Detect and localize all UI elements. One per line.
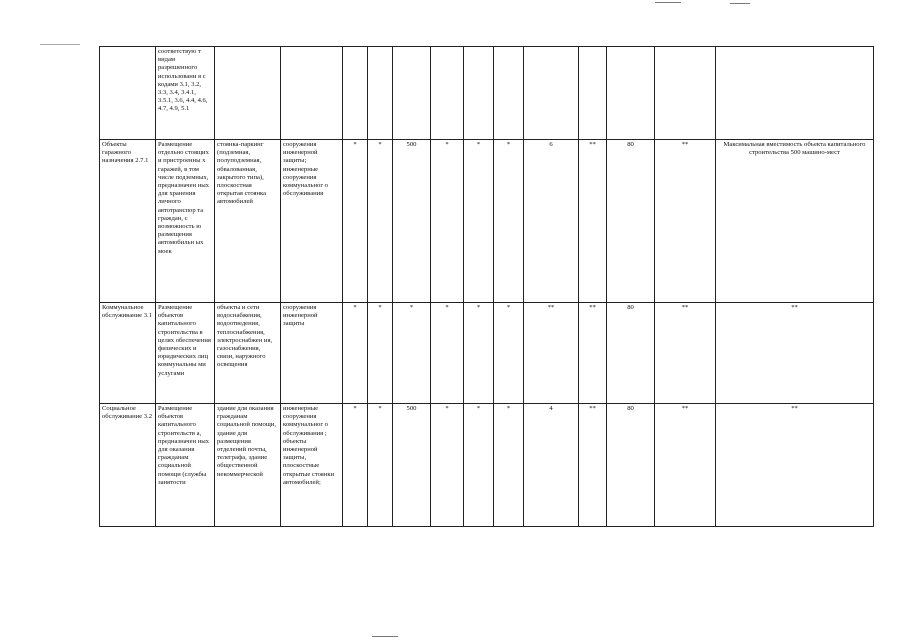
param-cell: * [343,303,368,404]
param-cell [343,47,368,140]
param-cell: 4 [524,404,579,527]
scan-mark-top-right [655,2,681,3]
description-cell: соответствую т видам разрешенного использовани я с кодами 3.1, 3.2, 3.3, 3.4, 3.4.1, 3.5.1, 3.6, 4.4, 4.6, 4.7, 4.9, 5.1 [156,47,215,140]
param-cell: * [343,404,368,527]
param-cell: ** [655,303,716,404]
object-types-cell: стоянка-паркинг (подземная, полуподземная, обвалованная, закрытого типа), плоскостная открытая стоянка автомобилей [215,140,281,303]
param-cell: * [431,140,464,303]
param-cell: * [464,140,494,303]
scan-mark-top-left [40,44,80,45]
param-cell: 500 [393,140,431,303]
table-row [100,140,874,303]
table-row [100,404,874,527]
param-cell [524,47,579,140]
scan-mark-bottom [372,636,398,637]
param-cell: * [368,404,393,527]
param-cell [655,47,716,140]
auxiliary-uses-cell [281,47,343,140]
param-cell: 80 [607,140,655,303]
param-cell [464,47,494,140]
object-types-cell [215,47,281,140]
zone-type-cell [100,47,156,140]
param-cell [393,47,431,140]
param-cell: ** [579,140,607,303]
param-cell: * [431,303,464,404]
param-cell: * [464,404,494,527]
param-cell [368,47,393,140]
param-cell: * [431,404,464,527]
description-cell: Размещение объектов капитального строительства в целях обеспечения физических и юридических лиц коммунальны ми услугами [156,303,215,404]
param-cell: 500 [393,404,431,527]
table-row [100,47,874,140]
auxiliary-uses-cell: сооружения инженерной защиты [281,303,343,404]
param-cell: * [494,140,524,303]
description-cell: Размещение отдельно стоящих и пристроенны х гаражей, в том числе подземных, предназначен ных для хранения личного автотранспор та граждан, с возможность ю размещения автомобильн ых моек [156,140,215,303]
param-cell: ** [655,140,716,303]
param-cell: * [393,303,431,404]
param-cell: * [494,404,524,527]
param-cell: * [368,303,393,404]
scan-mark-top-right-2 [730,3,750,4]
param-cell [431,47,464,140]
note-cell: Максимальная вместимость объекта капитального строительства 500 машино-мест [716,140,874,303]
param-cell: ** [579,404,607,527]
param-cell: ** [579,303,607,404]
zone-type-cell: Коммунальное обслуживание 3.1 [100,303,156,404]
param-cell: * [494,303,524,404]
param-cell: * [464,303,494,404]
zone-type-cell: Объекты гаражного назначения 2.7.1 [100,140,156,303]
table-row [100,303,874,404]
param-cell: 6 [524,140,579,303]
description-cell: Размещение объектов капитального строительств а, предназначен ных для оказания гражданам социальной помощи (службы занятости [156,404,215,527]
note-cell: ** [716,303,874,404]
param-cell: ** [524,303,579,404]
param-cell [607,47,655,140]
note-cell: ** [716,404,874,527]
param-cell: 80 [607,303,655,404]
auxiliary-uses-cell: инженерные сооружения коммунальног о обслуживания ; объекты инженерной защиты, плоскостные открытые стоянки автомобилей; [281,404,343,527]
param-cell: * [368,140,393,303]
param-cell: 80 [607,404,655,527]
object-types-cell: объекты и сети водоснабжения, водоотведения, теплоснабжения, электроснабжен ия, газоснабжения, связи, наружного освещения [215,303,281,404]
auxiliary-uses-cell: сооружения инженерной защиты; инженерные сооружения коммунальног о обслуживания [281,140,343,303]
zone-type-cell: Социальное обслуживание 3.2 [100,404,156,527]
note-cell [716,47,874,140]
param-cell [579,47,607,140]
param-cell [494,47,524,140]
param-cell: * [343,140,368,303]
land-use-table [99,46,874,527]
object-types-cell: здание для оказания гражданам социальной помощи, здание для размещения отделений почты, телеграфа, здание общественной некоммерческой [215,404,281,527]
param-cell: ** [655,404,716,527]
